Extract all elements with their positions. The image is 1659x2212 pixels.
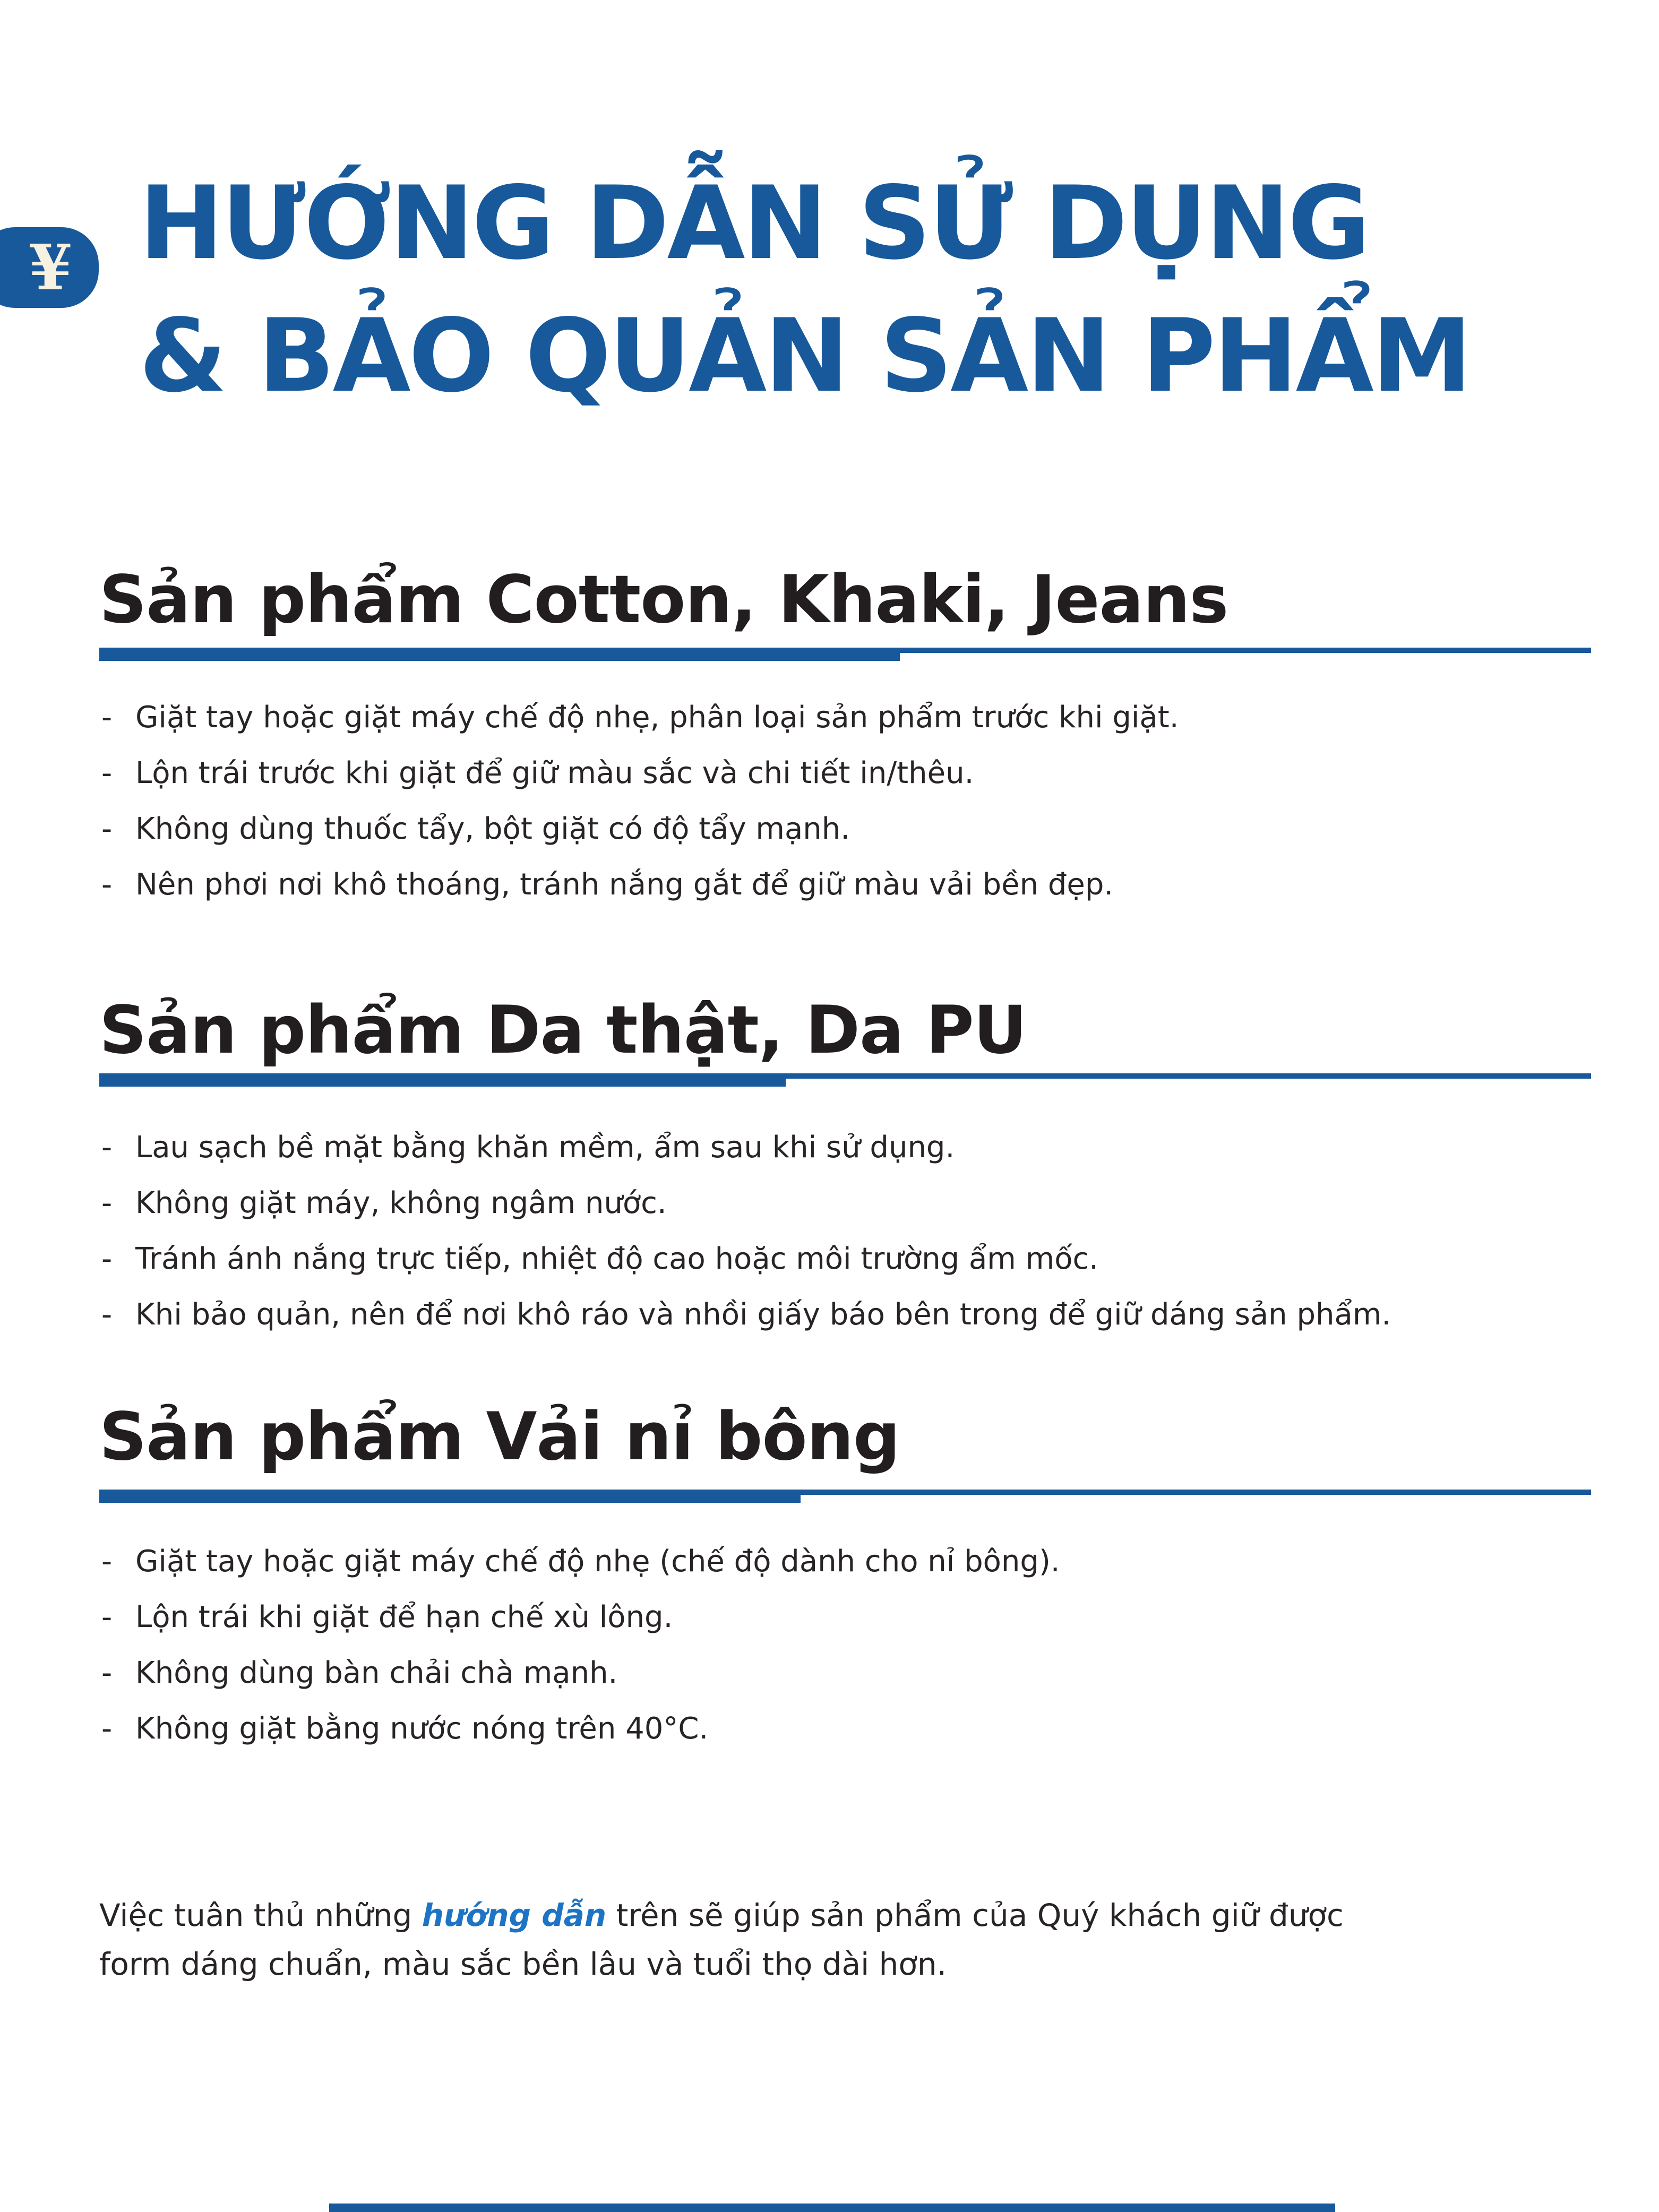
section-heading-da-that-da-pu: Sản phẩm Da thật, Da PU (99, 992, 1027, 1069)
bullet-text: Lau sạch bề mặt bằng khăn mềm, ẩm sau khi sử dụng. (135, 1130, 955, 1165)
rule-thick-bar (99, 1490, 801, 1503)
footer-highlight-huong-dan: hướng dẫn (422, 1897, 607, 1933)
dash-bullet-icon: - (101, 1711, 113, 1746)
dash-bullet-icon: - (101, 1544, 113, 1579)
footer-text-prefix: Việc tuân thủ những (99, 1897, 422, 1933)
bullet-text: Không dùng bàn chải chà mạnh. (135, 1656, 618, 1690)
bullet-text: Không giặt máy, không ngâm nước. (135, 1186, 667, 1220)
footer-note (99, 1891, 1363, 1989)
section-rule (99, 1490, 1591, 1503)
list-item (99, 1534, 1655, 1589)
bullet-text: Lộn trái khi giặt để hạn chế xù lông. (135, 1600, 673, 1634)
bullet-text: Nên phơi nơi khô thoáng, tránh nắng gắt để giữ màu vải bền đẹp. (135, 867, 1114, 902)
bullet-text: Không giặt bằng nước nóng trên 40°C. (135, 1711, 709, 1746)
section-rule (99, 648, 1591, 661)
list-item (99, 1120, 1655, 1175)
page-title-line1: HƯỚNG DẪN SỬ DỤNG (139, 165, 1369, 282)
bottom-accent-bar (329, 2204, 1335, 2212)
dash-bullet-icon: - (101, 700, 113, 735)
dash-bullet-icon: - (101, 1297, 113, 1332)
rule-thick-bar (99, 648, 900, 661)
list-item (99, 1589, 1655, 1645)
bullet-list-ni-bong (99, 1534, 1655, 1757)
list-item (99, 1645, 1655, 1701)
list-item (99, 857, 1655, 913)
list-item (99, 1175, 1655, 1231)
bullet-text: Tránh ánh nắng trực tiếp, nhiệt độ cao hoặc môi trường ẩm mốc. (135, 1242, 1099, 1276)
bullet-text: Không dùng thuốc tẩy, bột giặt có độ tẩy mạnh. (135, 812, 850, 846)
brand-logo (0, 227, 99, 308)
bullet-list-cotton (99, 690, 1655, 913)
page-title (139, 157, 1470, 423)
bullet-list-da (99, 1120, 1655, 1342)
dash-bullet-icon: - (101, 1130, 113, 1165)
list-item (99, 1701, 1655, 1757)
bullet-text: Lộn trái trước khi giặt để giữ màu sắc và chi tiết in/thêu. (135, 756, 974, 790)
dash-bullet-icon: - (101, 1656, 113, 1690)
footer-text-suffix: trên sẽ giúp sản phẩm của Quý khách giữ được form dáng chuẩn, màu sắc bền lâu và tuổi thọ dài hơn. (99, 1897, 1344, 1982)
yen-logo-icon: ¥ (28, 230, 73, 304)
bullet-text: Giặt tay hoặc giặt máy chế độ nhẹ (chế độ dành cho nỉ bông). (135, 1544, 1060, 1579)
section-heading-cotton-khaki-jeans: Sản phẩm Cotton, Khaki, Jeans (99, 562, 1228, 638)
page-title-line2: & BẢO QUẢN SẢN PHẨM (139, 297, 1470, 415)
dash-bullet-icon: - (101, 867, 113, 902)
dash-bullet-icon: - (101, 812, 113, 846)
dash-bullet-icon: - (101, 1600, 113, 1634)
section-rule (99, 1073, 1591, 1087)
section-heading-vai-ni-bong: Sản phẩm Vải nỉ bông (99, 1399, 900, 1475)
dash-bullet-icon: - (101, 1186, 113, 1220)
list-item (99, 1287, 1655, 1342)
list-item (99, 745, 1655, 801)
list-item (99, 801, 1655, 857)
dash-bullet-icon: - (101, 756, 113, 790)
bullet-text: Khi bảo quản, nên để nơi khô ráo và nhồi giấy báo bên trong để giữ dáng sản phẩm. (135, 1297, 1391, 1332)
list-item (99, 1231, 1655, 1287)
rule-thick-bar (99, 1073, 786, 1087)
list-item (99, 690, 1655, 745)
bullet-text: Giặt tay hoặc giặt máy chế độ nhẹ, phân loại sản phẩm trước khi giặt. (135, 700, 1179, 735)
dash-bullet-icon: - (101, 1242, 113, 1276)
